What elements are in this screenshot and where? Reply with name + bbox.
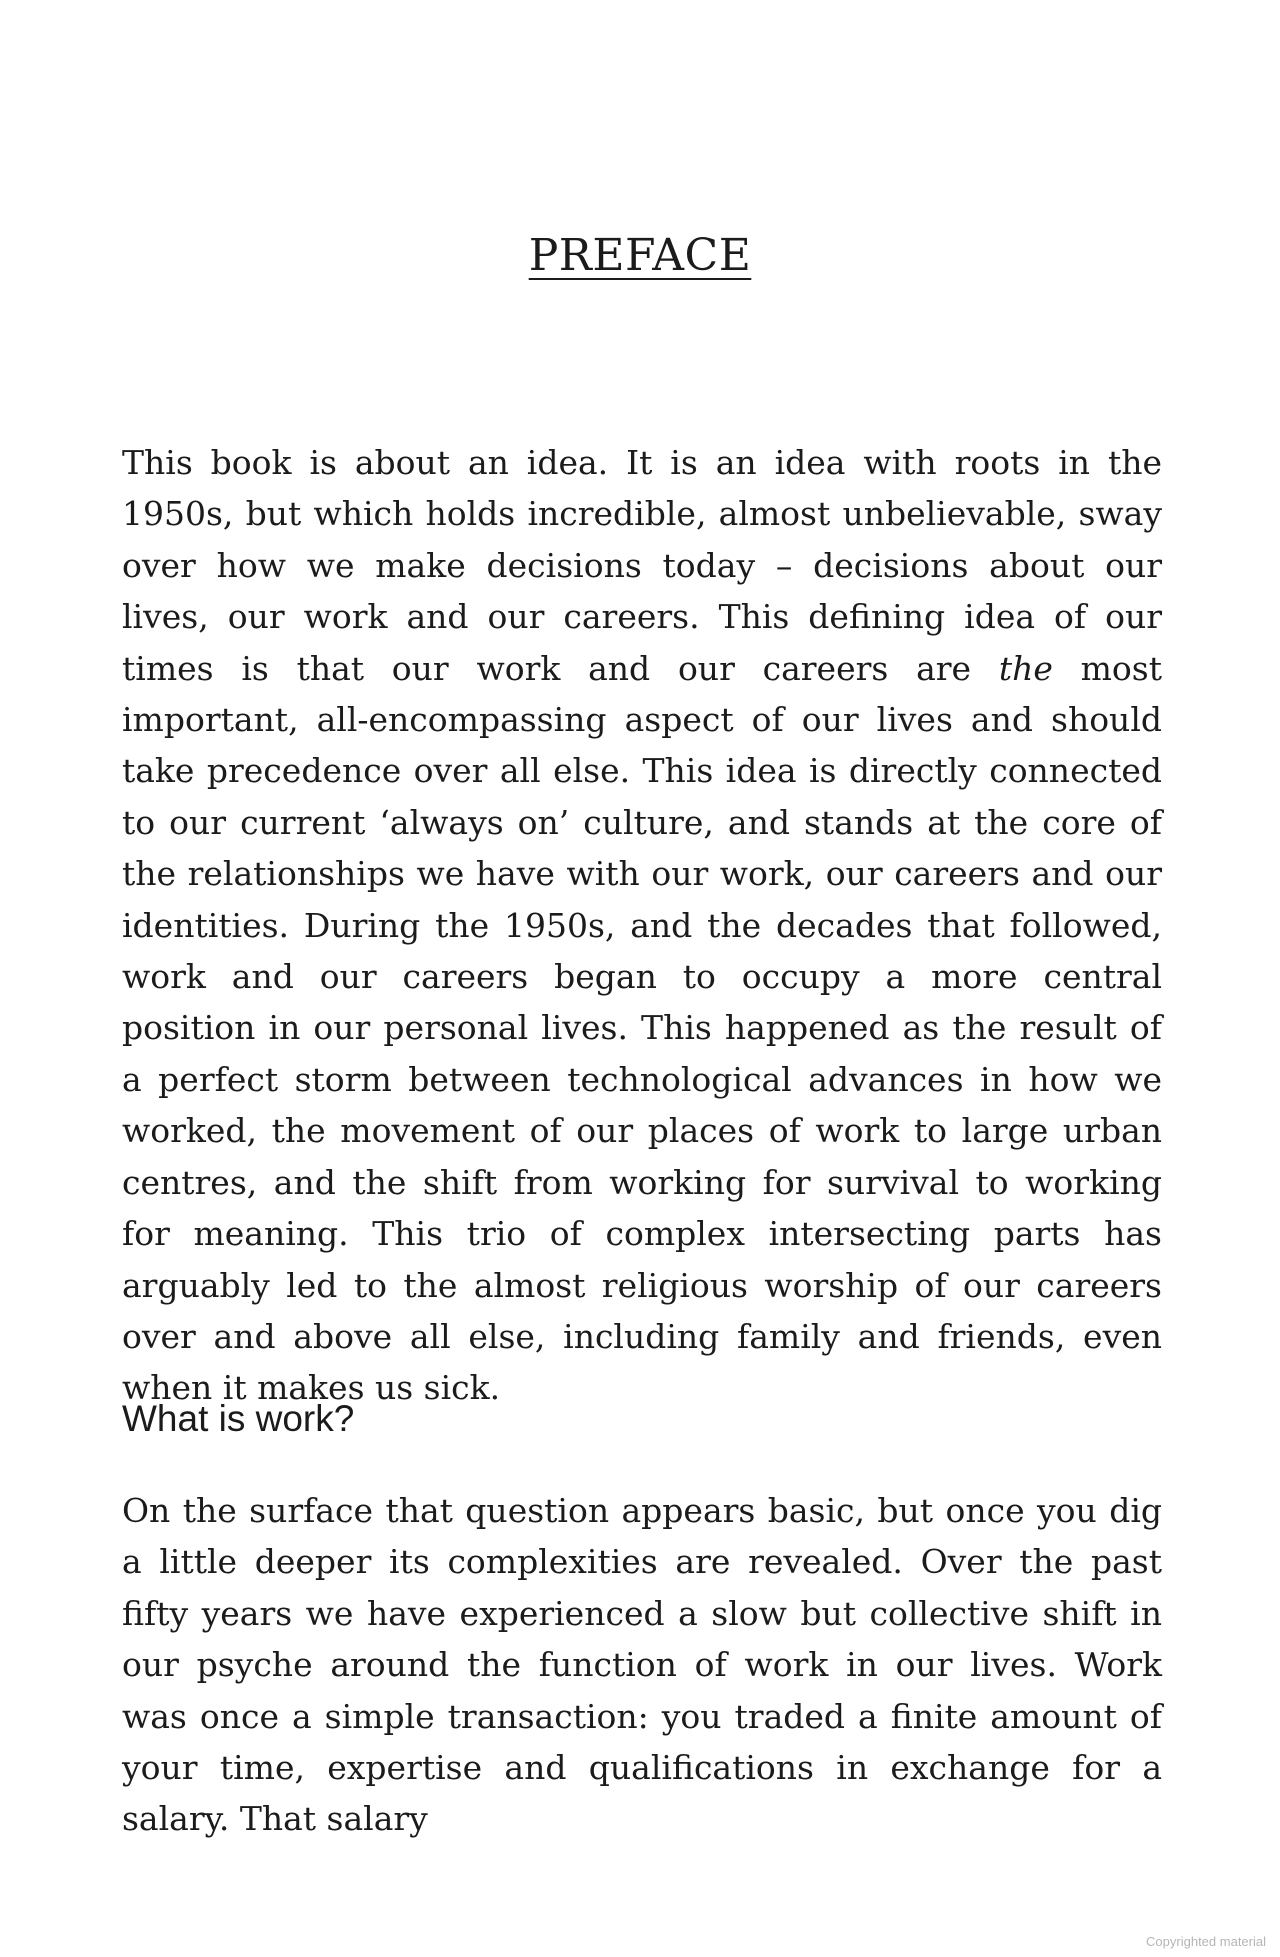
paragraph-text-start: This book is about an idea. It is an idea with roots in the 1950s, but which holds incredible, almost unbelievable, sway over how we make decisions today – decisions about our lives, our work and our careers. This defining idea of our times is that our work and our careers are	[122, 443, 1162, 688]
preface-paragraph	[122, 437, 1162, 1414]
emphasized-word: the	[998, 648, 1053, 688]
page-title: PREFACE	[528, 230, 752, 281]
section-paragraph: On the surface that question appears basic, but once you dig a little deeper its complexities are revealed. Over the past fifty years we have experienced a slow but collective shift in our psyche around the function of work in our lives. Work was once a simple transaction: you traded a finite amount of your time, expertise and qualifications in exchange for a salary. That salary	[122, 1491, 1162, 1839]
copyright-watermark: Copyrighted material	[1146, 1934, 1266, 1949]
section-heading: What is work?	[122, 1398, 355, 1439]
paragraph-text-end: most important, all-encompassing aspect of our lives and should take precedence over all else. This idea is directly connected to our current ‘always on’ culture, and stands at the core of the relationships we have with our work, our careers and our identities. During the 1950s, and the decades that followed, work and our careers began to occupy a more central position in our personal lives. This happened as the result of a perfect storm between technological advances in how we worked, the movement of our places of work to large urban centres, and the shift from working for survival to working for meaning. This trio of complex intersecting parts has arguably led to the almost religious worship of our careers over and above all else, including family and friends, even when it makes us sick.	[122, 648, 1162, 1408]
